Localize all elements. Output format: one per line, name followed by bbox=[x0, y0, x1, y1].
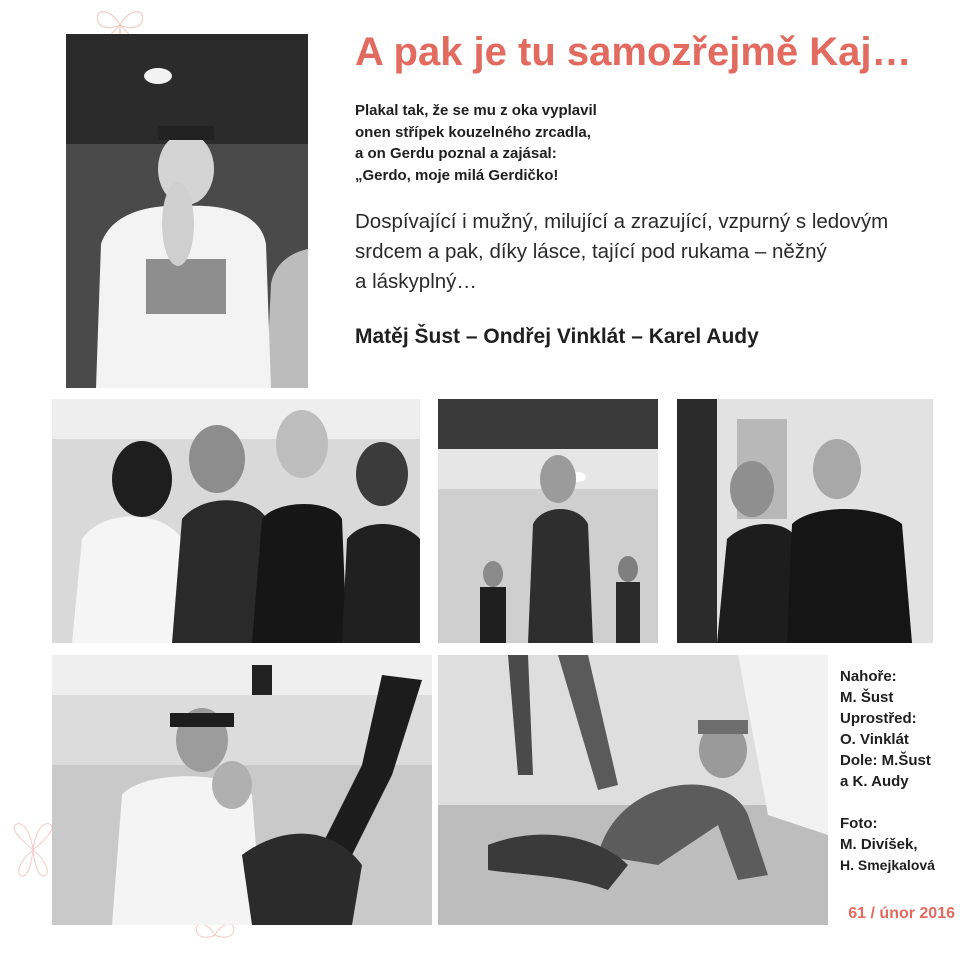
description-line: srdcem a pak, díky lásce, tající pod rukama – něžný bbox=[355, 240, 827, 263]
photo-dancer-center bbox=[438, 399, 658, 643]
verse-line: „Gerdo, moje milá Gerdičko! bbox=[355, 166, 559, 184]
caption-photographer-1: M. Divíšek, bbox=[840, 836, 918, 853]
article-title: A pak je tu samozřejmě Kaj… bbox=[355, 30, 912, 74]
photo-captions bbox=[840, 666, 958, 876]
photo-dancer-portrait bbox=[66, 34, 308, 388]
caption-bottom-line2: a K. Audy bbox=[840, 773, 909, 790]
caption-spacer bbox=[840, 792, 958, 813]
caption-middle-label: Uprostřed: bbox=[840, 710, 917, 727]
verse-quote bbox=[355, 100, 685, 186]
photo-rehearsal-group bbox=[52, 399, 420, 643]
caption-middle-name: O. Vinklát bbox=[840, 731, 909, 748]
description-line: a láskyplný… bbox=[355, 270, 477, 293]
caption-top-name: M. Šust bbox=[840, 689, 894, 706]
caption-bottom-line1: Dole: M.Šust bbox=[840, 752, 931, 769]
character-description bbox=[355, 207, 945, 297]
caption-top-label: Nahoře: bbox=[840, 668, 897, 685]
verse-line: onen střípek kouzelného zrcadla, bbox=[355, 123, 591, 141]
caption-photographer-2: H. Smejkalová bbox=[840, 857, 935, 873]
photo-partner-lift bbox=[52, 655, 432, 925]
description-line: Dospívající i mužný, milující a zrazující, vzpurný s ledovým bbox=[355, 210, 889, 233]
page-number: 61 / únor 2016 bbox=[848, 905, 955, 922]
photo-floor-pose bbox=[438, 655, 828, 925]
verse-line: Plakal tak, že se mu z oka vyplavil bbox=[355, 102, 597, 119]
verse-line: a on Gerdu poznal a zajásal: bbox=[355, 145, 557, 162]
butterfly-decoration-left bbox=[8, 820, 58, 880]
caption-photo-label: Foto: bbox=[840, 815, 878, 832]
photo-two-men bbox=[677, 399, 933, 643]
cast-names: Matěj Šust – Ondřej Vinklát – Karel Audy bbox=[355, 325, 759, 348]
